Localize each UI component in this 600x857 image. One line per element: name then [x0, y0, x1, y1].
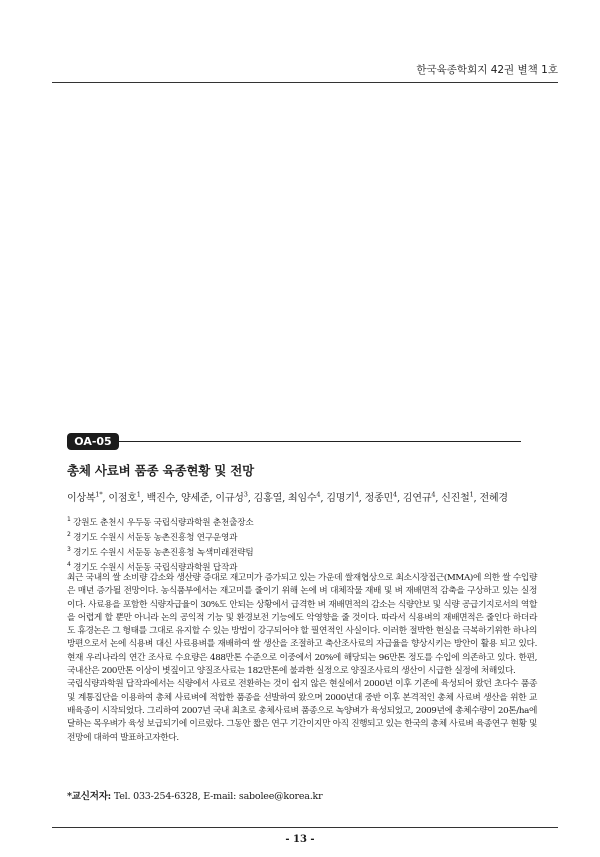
affiliation: $^2$ 경기도 수원시 서둔동 농촌진흥청 연구운영과: [67, 530, 238, 543]
corresponding-author-contact: Tel. 033-254-6328, E-mail: sabolee@korea.kr: [113, 791, 323, 802]
page-number: - 13 -: [285, 834, 315, 845]
affiliation-list: [67, 514, 253, 573]
abstract-body: [67, 572, 537, 745]
affiliation: $^4$ 경기도 수원시 서둔동 국립식량과학원 답작과: [67, 560, 238, 573]
author-list: 이상복$^{1*}$, 이점호$^1$, 백진수, 양세준, 이규성$^3$, 김홍열, 최임수$^4$, 김명기$^4$, 정종민$^4$, 김연규$^4$, 신진철$^1$, 전혜경: [67, 490, 508, 504]
badge-divider: [119, 441, 521, 442]
paper-title: 총체 사료벼 품종 육종현황 및 전망: [67, 463, 255, 478]
abstract-paragraph: 국립식량과학원 답작과에서는 식량에서 사료로 전환하는 것이 쉽지 않은 현실에서 2000년 이후 기존에 육성되어 왔던 초다수 품종 및 계통집단을 이용하여 총체 사료벼에 적합한 품종을 선발하여 왔으며 2000년대 중반 이후 본격적인 총체 사료벼 생산을 위한 교배육종이 시작되었다. 그리하여 2007년 국내 최초로 총체사료벼 품종으로 녹양벼가 육성되었고, 2009년에 총체수량이 20톤/ha에 달하는 목우벼가 육성 보급되기에 이르렀다. 그동안 짧은 연구 기간이지만 아직 진행되고 있는 한국의 총체 사료벼 육종연구 현황 및 전망에 대하여 발표하고자한다.: [67, 679, 537, 743]
author: 김연규$^4$: [402, 490, 436, 504]
corresponding-author-label: *교신저자:: [67, 791, 111, 802]
author: 김명기$^4$: [326, 490, 359, 504]
author: 이규성$^3$: [215, 490, 248, 504]
affiliation: $^1$ 강원도 춘천시 우두동 국립식량과학원 춘천출장소: [67, 516, 254, 528]
abstract-paragraph: 최근 국내의 쌀 소비량 감소와 생산량 증대로 재고미가 증가되고 있는 가운데 쌀재협상으로 최소시장접근(MMA)에 의한 쌀 수입량은 매년 증가될 전망이다. 농식품부에서는 재고미를 줄이기 위해 논에 벼 대체작물 재배 및 벼 재배면적 감축을 구상하고 있는 실정이다. 사료용을 포함한 식량자급율이 30%도 안되는 상황에서 급격한 벼 재배면적의 감소는 식량안보 및 식량 공급기지로서의 역할을 어렵게 할 뿐만 아니라 논의 공익적 기능 및 환경보전 기능에도 악영향을 줄 것이다. 따라서 식용벼의 재배면적은 줄인다 하더라도 휴경논은 그 형태를 그대로 유지할 수 있는 방법이 강구되어야 할 필연적인 사실이다. 이러한 절박한 현실을 극복하기위한 하나의 방편으로서 논에 식용벼 대신 사료용벼를 재배하여 쌀 생산을 조절하고 축산조사료의 자급율을 향상시키는 방안이 활용 되고 있다. 현재 우리나라의 연간 조사료 수요량은 488만톤 수준으로 이중에서 20%에 해당되는 96만톤 정도를 수입에 의존하고 있다. 한편, 국내산은 200만톤 이상이 볏짚이고 양질조사료는 182만톤에 불과한 실정으로 양질조사료의 생산이 시급한 실정에 처해있다.: [67, 573, 537, 677]
author: 신진철$^1$: [441, 490, 474, 504]
affiliation: $^3$ 경기도 수원시 서둔동 농촌진흥청 녹색미래전략팀: [67, 545, 254, 558]
author: 이상복$^{1*}$: [67, 490, 103, 504]
author: 정종민$^4$: [364, 490, 397, 504]
author: 이점호$^1$: [108, 490, 141, 504]
footer-divider: [52, 827, 558, 828]
author: 김홍열: [253, 493, 283, 504]
author: 양세준: [181, 493, 210, 504]
author: 전혜경: [479, 493, 508, 504]
corresponding-author: [67, 788, 322, 802]
running-header: 한국육종학회지 42권 별책 1호: [52, 62, 558, 83]
abstract-id-badge: OA-05: [67, 433, 119, 450]
author: 백진수: [146, 493, 176, 504]
author: 최임수$^4$: [288, 490, 321, 504]
